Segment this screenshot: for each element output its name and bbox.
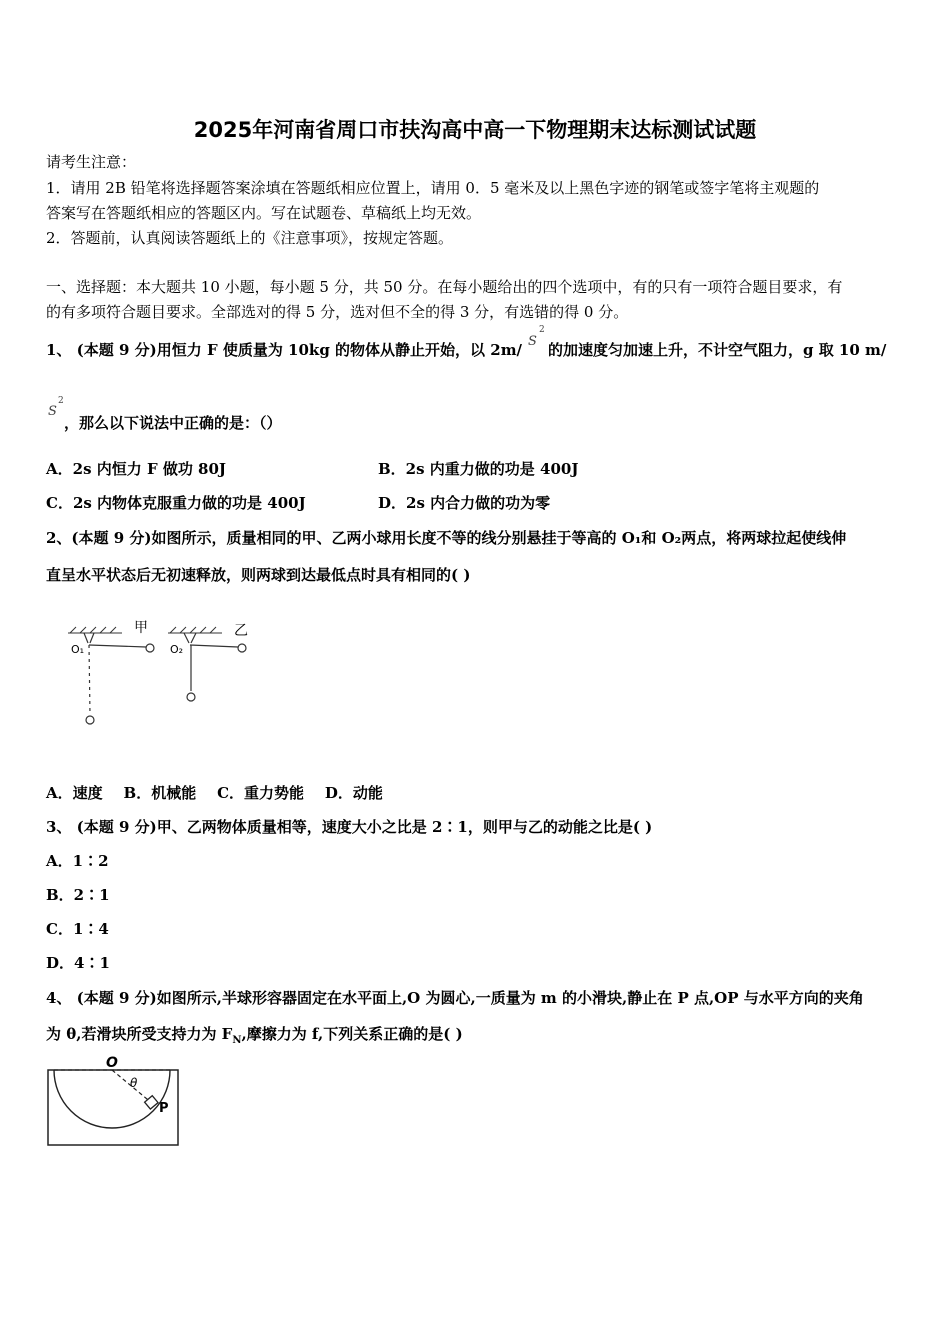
q4-stem-b-text: 为 θ,若滑块所受支持力为 F [46,1025,233,1043]
q4-stem-b [46,1024,463,1051]
label-o1: O₁ [71,643,85,656]
q4-stem-sub: N [232,1035,242,1046]
pendulum-figure [60,615,260,735]
q3-stem: 3、 (本题 9 分)甲、乙两物体质量相等，速度大小之比是 2∶1，则甲与乙的动能之比是( ) [46,818,653,836]
q4-stem-a: 4、 (本题 9 分)如图所示,半球形容器固定在水平面上,O 为圆心,一质量为 m 的小滑块,静止在 P 点,OP 与水平方向的夹角 [46,989,864,1007]
notice-heading: 请考生注意： [46,153,137,171]
q2-stem-a: 2、(本题 9 分)如图所示，质量相同的甲、乙两小球用长度不等的线分别悬挂于等高的 O₁和 O₂两点，将两球拉起使线伸 [46,529,847,547]
q1-option-c: C．2s 内物体克服重力做的功是 400J [46,494,306,512]
hemisphere-figure [44,1055,184,1150]
label-theta: θ [130,1076,138,1090]
ceiling-right [168,627,222,633]
q1-stem-a: 1、 (本题 9 分)用恒力 F 使质量为 10kg 的物体从静止开始，以 2m/ [46,341,523,359]
ceiling-left [68,627,122,633]
notice-line-2: 2．答题前，认真阅读答题纸上的《注意事项》，按规定答题。 [46,229,454,247]
q1-option-b: B．2s 内重力做的功是 400J [378,460,579,478]
q3-option-b: B．2∶1 [46,886,110,904]
q1-unit-exp: 2 [539,325,545,335]
label-o2: O₂ [170,643,184,656]
page-title: 2025年河南省周口市扶沟高中高一下物理期末达标测试试题 [193,118,757,142]
q3-option-d: D．4∶1 [46,954,110,972]
label-p: P [159,1101,169,1116]
pendulum-left [84,633,154,724]
q1-unit-exp-2: 2 [58,396,64,406]
q3-option-a: A．1∶2 [46,852,109,870]
q1-stem-b: 的加速度匀加速上升，不计空气阻力，g 取 10 m/ [548,341,887,359]
q1-option-d: D．2s 内合力做的功为零 [378,494,551,512]
q2-options: A．速度 B．机械能 C．重力势能 D．动能 [46,784,383,802]
q3-option-c: C．1∶4 [46,920,109,938]
label-jia: 甲 [134,620,148,636]
q1-stem-c: ，那么以下说法中正确的是：（） [64,414,282,432]
notice-line-1b: 答案写在答题纸相应的答题区内。写在试题卷、草稿纸上均无效。 [46,204,482,222]
q1-unit-s: S [528,334,537,349]
q1-unit-s-2: S [48,404,57,419]
section-instructions-1: 一、选择题：本大题共 10 小题，每小题 5 分，共 50 分。在每小题给出的四个选项中，有的只有一项符合题目要求，有 [46,278,843,296]
q2-stem-b: 直呈水平状态后无初速释放，则两球到达最低点时具有相同的( ) [46,566,471,584]
q4-stem-c: ,摩擦力为 f,下列关系正确的是( ) [241,1025,463,1043]
notice-line-1a: 1．请用 2B 铅笔将选择题答案涂填在答题纸相应位置上，请用 0．5 毫米及以上黑色字迹的钢笔或签字笔将主观题的 [46,179,820,197]
label-o: O [106,1055,118,1071]
q1-option-a: A．2s 内恒力 F 做功 80J [46,460,227,478]
label-yi: 乙 [234,623,248,639]
section-instructions-2: 的有多项符合题目要求。全部选对的得 5 分，选对但不全的得 3 分，有选错的得 0 分。 [46,303,629,321]
pendulum-right [184,633,246,701]
